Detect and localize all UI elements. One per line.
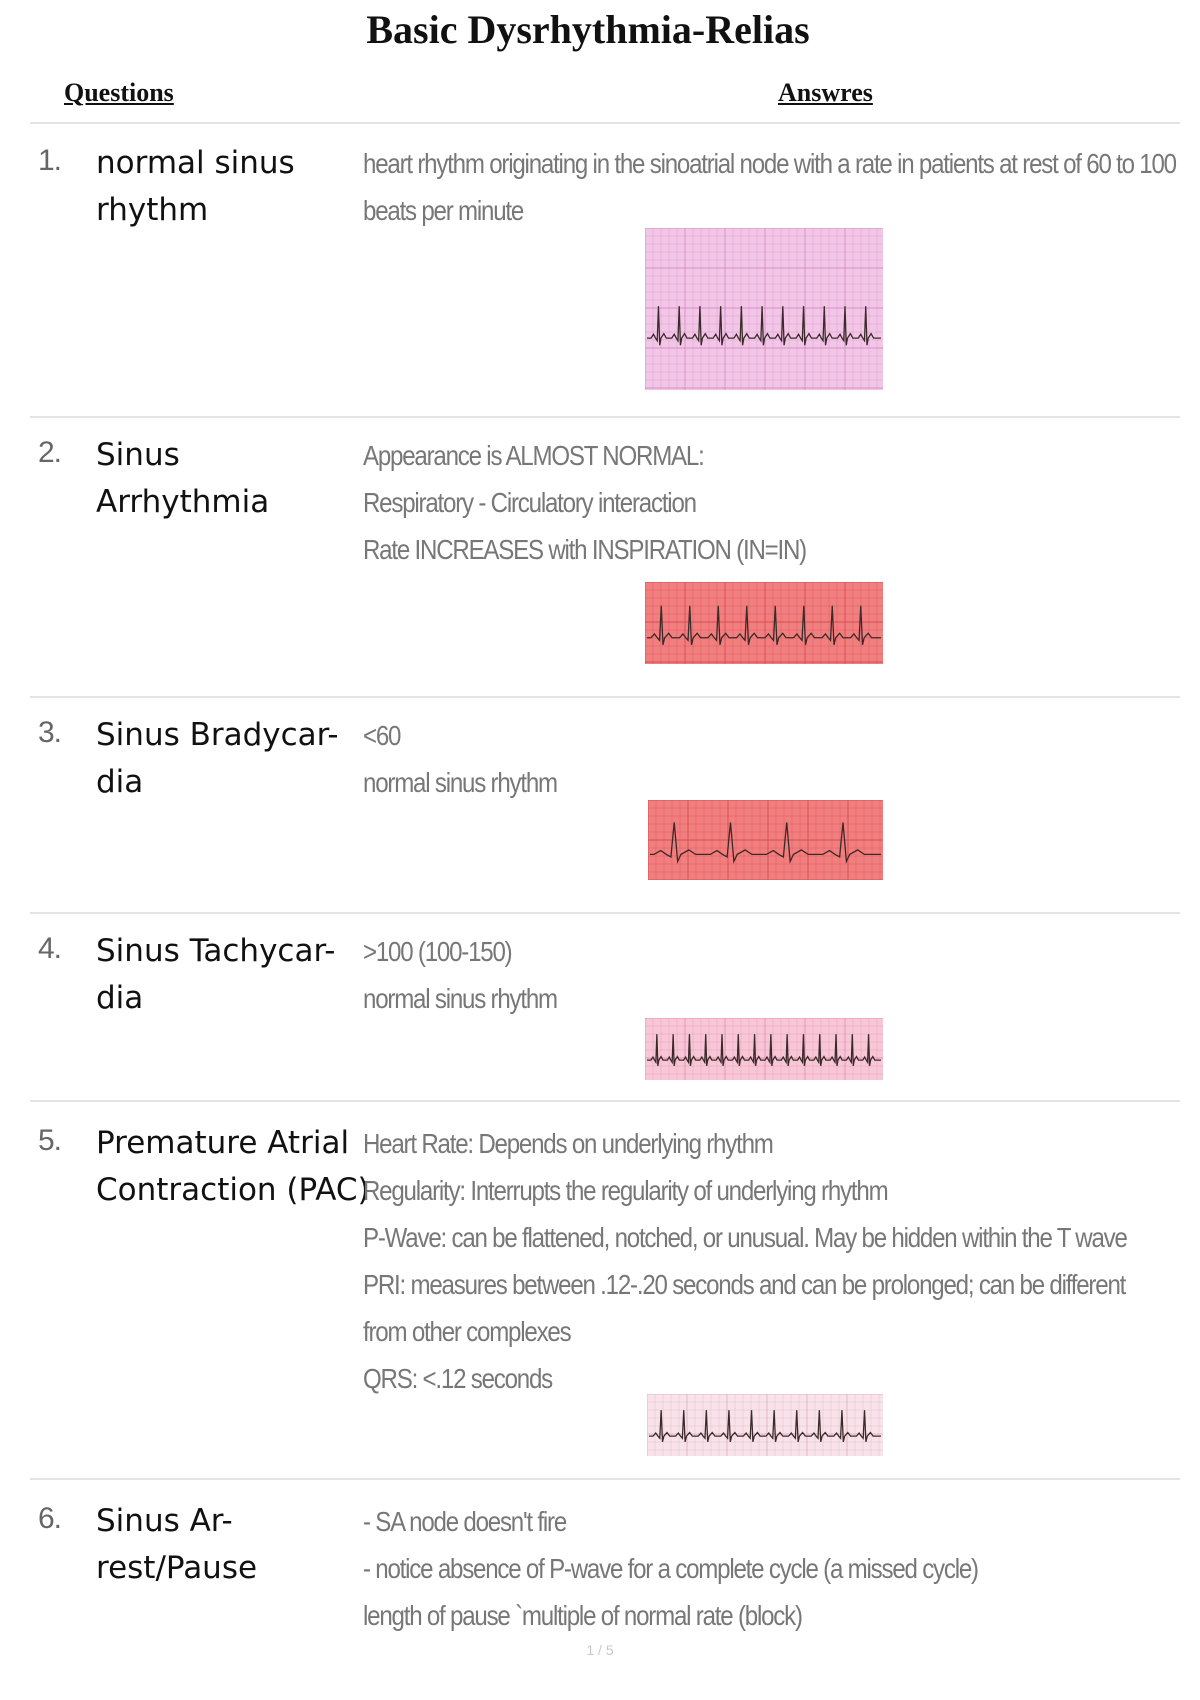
answer-line: normal sinus rhythm xyxy=(363,983,557,1014)
question-term: normal sinus rhythm xyxy=(96,145,295,228)
ecg-strip-svg xyxy=(645,228,883,390)
row-divider xyxy=(30,416,1180,418)
ecg-strip-image xyxy=(648,800,883,880)
answer-text xyxy=(363,432,1171,573)
item-number: 6. xyxy=(38,1502,62,1535)
answer-line: normal sinus rhythm xyxy=(363,767,557,798)
row-divider xyxy=(30,912,1180,914)
answer-line: Regularity: Interrupts the regularity of underlying rhythm xyxy=(363,1175,888,1206)
answer-line: from other complexes xyxy=(363,1316,571,1347)
question-term: Sinus Bradycar- dia xyxy=(96,717,339,800)
ecg-strip-image xyxy=(647,1394,883,1456)
document-title: Basic Dysrhythmia-Relias xyxy=(366,7,810,52)
answer-line: Rate INCREASES with INSPIRATION (IN=IN) xyxy=(363,534,806,565)
answer-text xyxy=(363,1120,1171,1402)
answer-line: QRS: <.12 seconds xyxy=(363,1363,553,1394)
ecg-strip-svg xyxy=(647,1394,883,1456)
ecg-strip-svg xyxy=(645,582,883,664)
answer-line: heart rhythm originating in the sinoatrial node with a rate in patients at rest of 60 to 100 beats per minute xyxy=(363,148,1176,226)
ecg-strip-svg xyxy=(648,800,883,880)
ecg-paper xyxy=(645,582,883,664)
ecg-strip-image xyxy=(645,582,883,664)
item-number: 5. xyxy=(38,1124,62,1157)
ecg-paper xyxy=(645,228,883,390)
answer-line: - notice absence of P-wave for a complete cycle (a missed cycle) xyxy=(363,1553,978,1584)
questions-column-header: Questions xyxy=(64,78,174,107)
row-divider xyxy=(30,1478,1180,1480)
answer-text xyxy=(363,140,1176,234)
ecg-strip-image xyxy=(645,228,883,390)
answer-text xyxy=(363,928,1171,1022)
item-number: 3. xyxy=(38,716,62,749)
answer-line: >100 (100-150) xyxy=(363,936,512,967)
answer-text xyxy=(363,712,1171,806)
ecg-paper xyxy=(645,1018,883,1080)
item-number: 4. xyxy=(38,932,62,965)
item-number: 1. xyxy=(38,144,62,177)
question-term: Sinus Ar- rest/Pause xyxy=(96,1503,258,1586)
question-term: Sinus Tachycar- dia xyxy=(96,933,336,1016)
answer-line: length of pause `multiple of normal rate (block) xyxy=(363,1600,802,1631)
answers-column-header: Answres xyxy=(778,78,873,107)
row-divider xyxy=(30,1100,1180,1102)
row-divider xyxy=(30,696,1180,698)
answer-line: PRI: measures between .12-.20 seconds and can be prolonged; can be different xyxy=(363,1269,1126,1300)
answer-line: <60 xyxy=(363,720,401,751)
question-term: Premature Atrial Contraction (PAC) xyxy=(96,1125,370,1208)
answer-text xyxy=(363,1498,1171,1639)
ecg-strip-svg xyxy=(645,1018,883,1080)
answer-line: Respiratory - Circulatory interaction xyxy=(363,487,696,518)
header-divider xyxy=(30,122,1180,124)
answer-line: - SA node doesn't fire xyxy=(363,1506,567,1537)
ecg-strip-image xyxy=(645,1018,883,1080)
page-indicator: 1 / 5 xyxy=(586,1642,614,1658)
item-number: 2. xyxy=(38,436,62,469)
question-term: Sinus Arrhythmia xyxy=(96,437,270,520)
answer-line: P-Wave: can be flattened, notched, or unusual. May be hidden within the T wave xyxy=(363,1222,1127,1253)
answer-line: Heart Rate: Depends on underlying rhythm xyxy=(363,1128,773,1159)
answer-line: Appearance is ALMOST NORMAL: xyxy=(363,440,704,471)
